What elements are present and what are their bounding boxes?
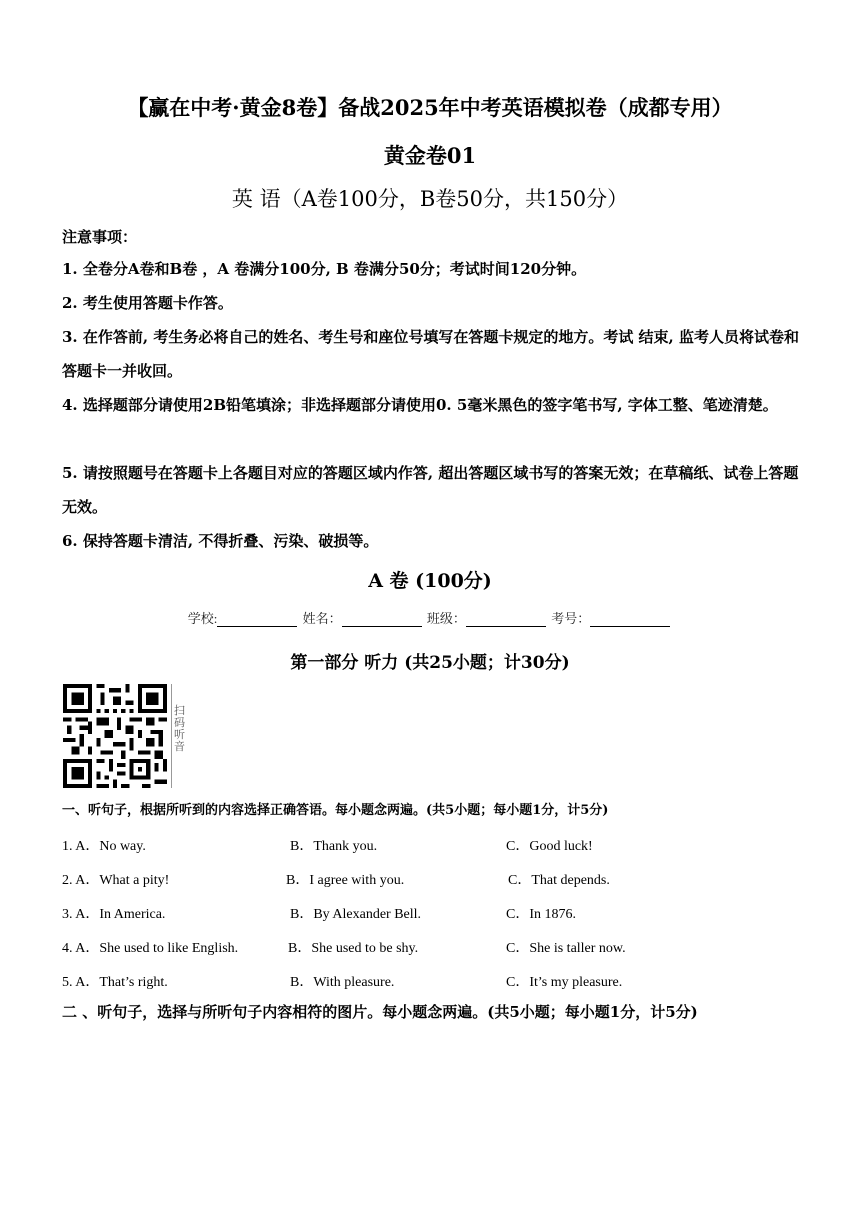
option-b: B．By Alexander Bell.	[290, 907, 422, 922]
option-a: 3. A．In America.	[62, 907, 166, 922]
note-item: 3. 在作答前, 考生务必将自己的姓名、考生号和座位号填写在答题卡规定的地方。考试 结束, 监考人员将试卷和答题卡一并收回。	[62, 328, 799, 380]
note-item: 6. 保持答题卡清洁, 不得折叠、污染、破损等。	[62, 532, 379, 550]
school-label: 学校:	[187, 611, 218, 626]
note-item: 4. 选择题部分请使用2B铅笔填涂；非选择题部分请使用0. 5毫米黑色的签字笔书写, 字体工整、笔迹清楚。	[62, 396, 778, 414]
option-a: 4. A．She used to like English.	[62, 941, 239, 956]
note-item: 5. 请按照题号在答题卡上各题目对应的答题区域内作答, 超出答题区域书写的答案无效；在草稿纸、试卷上答题无效。	[62, 464, 799, 516]
question-row	[62, 971, 802, 991]
score-line: 英 语（A卷100分，B卷50分，共150分）	[231, 187, 629, 211]
name-blank	[342, 613, 422, 627]
student-info-line	[0, 608, 860, 627]
option-c: C．It’s my pleasure.	[506, 975, 623, 990]
section2-instruction: 二 、听句子，选择与所听句子内容相符的图片。每小题念两遍。(共5小题；每小题1分，计5分)	[62, 1003, 698, 1021]
section1-instruction: 一、听句子，根据所听到的内容选择正确答语。每小题念两遍。(共5小题；每小题1分，计5分)	[62, 803, 609, 818]
qr-label: 扫码听音	[174, 704, 185, 753]
exam-subtitle: 黄金卷01	[383, 143, 477, 168]
option-b: B．She used to be shy.	[288, 941, 419, 956]
option-c: C．That depends.	[508, 873, 610, 888]
name-label: 姓名：	[302, 611, 342, 626]
option-a: 2. A．What a pity!	[62, 873, 170, 888]
option-c: C．In 1876.	[506, 907, 576, 922]
exam-title: 【赢在中考·黄金8卷】备战2025年中考英语模拟卷（成都专用）	[127, 95, 733, 120]
class-blank	[466, 613, 546, 627]
section-a-heading: A 卷 (100分)	[368, 570, 492, 592]
qr-divider	[171, 684, 172, 788]
option-a: 5. A．That’s right.	[62, 975, 168, 990]
option-b: B．I agree with you.	[286, 873, 405, 888]
note-item: 1. 全卷分A卷和B卷 ，A 卷满分100分, B 卷满分50分；考试时间120分钟。	[62, 260, 587, 278]
exam-number-label: 考号：	[551, 611, 591, 626]
option-a: 1. A．No way.	[62, 839, 146, 854]
class-label: 班级：	[426, 611, 466, 626]
question-row	[62, 903, 802, 923]
option-b: B．Thank you.	[290, 839, 378, 854]
note-item: 2. 考生使用答题卡作答。	[62, 294, 233, 312]
part1-heading: 第一部分 听力 (共25小题；计30分)	[290, 653, 570, 673]
question-row	[62, 937, 802, 957]
question-row	[62, 835, 802, 855]
option-c: C．Good luck!	[506, 839, 593, 854]
question-row	[62, 869, 802, 889]
qr-code-icon[interactable]	[63, 684, 167, 788]
exam-number-blank	[590, 613, 670, 627]
option-b: B．With pleasure.	[290, 975, 395, 990]
school-blank	[217, 613, 297, 627]
notes-heading: 注意事项：	[62, 228, 138, 246]
option-c: C．She is taller now.	[506, 941, 626, 956]
